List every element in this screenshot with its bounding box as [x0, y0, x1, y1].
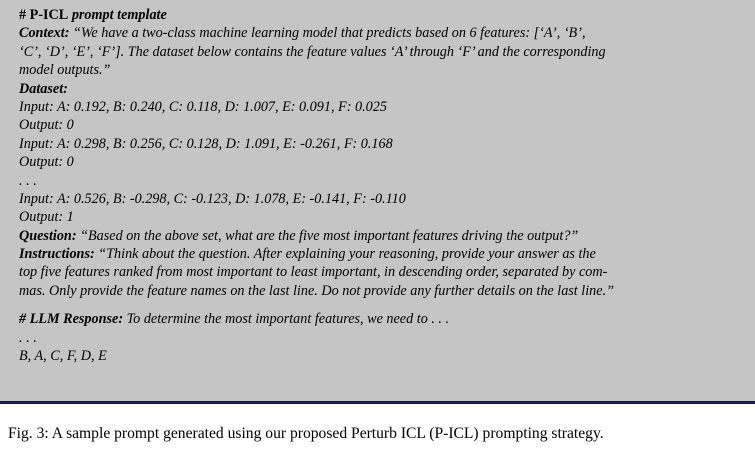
dataset-ellipsis: . . .	[19, 172, 37, 189]
prompt-lines	[19, 6, 749, 365]
instructions-label: Instructions:	[19, 246, 95, 263]
template-heading	[19, 6, 749, 24]
example-2-input: Input: A: 0.298, B: 0.256, C: 0.128, D: 1.091, E: -0.261, F: 0.168	[19, 135, 393, 152]
question-line	[19, 227, 749, 245]
example-1-input: Input: A: 0.192, B: 0.240, C: 0.118, D: 1.007, E: 0.091, F: 0.025	[19, 98, 387, 115]
section-gap	[19, 300, 749, 310]
instructions-text-1: “Think about the question. After explaining your reasoning, provide your answer as the	[94, 246, 596, 263]
example-2-output: Output: 0	[19, 154, 74, 171]
heading-hash: #	[19, 7, 30, 23]
example-1-output: Output: 0	[19, 117, 74, 134]
context-label: Context:	[19, 25, 70, 42]
context-line-3: model outputs.”	[19, 62, 111, 79]
question-label: Question:	[19, 227, 77, 244]
figure-caption: Fig. 3: A sample prompt generated using our proposed Perturb ICL (P-ICL) prompting strategy.	[8, 425, 604, 442]
instructions-line-1	[19, 245, 749, 263]
instructions-line-2: top five features ranked from most important to least important, in descending order, separated by com-	[19, 264, 608, 281]
context-text-1: “We have a two-class machine learning model that predicts based on 6 features: [‘A’, ‘B’,	[69, 25, 586, 42]
context-line-2: ‘C’, ‘D’, ‘E’, ‘F’]. The dataset below contains the feature values ‘A’ through ‘F’ and the corresponding	[19, 43, 606, 60]
dataset-label: Dataset:	[19, 80, 68, 97]
context-line-1	[19, 24, 749, 42]
response-line	[19, 310, 749, 328]
response-heading: # LLM Response:	[19, 311, 124, 328]
heading-bold: P-ICL	[29, 7, 69, 23]
heading-italic: prompt template	[68, 7, 167, 23]
instructions-line-3: mas. Only provide the feature names on the last line. Do not provide any further details on the last line.”	[19, 282, 615, 299]
example-last-input: Input: A: 0.526, B: -0.298, C: -0.123, D: 1.078, E: -0.141, F: -0.110	[19, 190, 406, 207]
question-text: “Based on the above set, what are the five most important features driving the output?”	[76, 227, 579, 244]
example-last-output: Output: 1	[19, 209, 74, 226]
response-ellipsis: . . .	[19, 329, 37, 346]
response-text: To determine the most important features, we need to . . .	[123, 311, 450, 328]
response-answer: B, A, C, F, D, E	[19, 348, 107, 365]
